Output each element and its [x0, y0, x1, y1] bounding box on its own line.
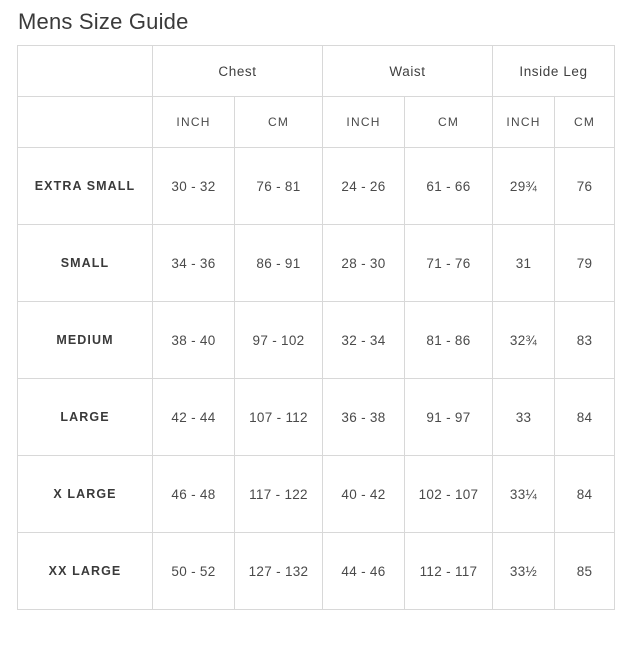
cell-leg-cm: 84 — [555, 456, 615, 533]
row-size-label: EXTRA SMALL — [18, 148, 153, 225]
cell-waist-cm: 112 - 117 — [405, 533, 493, 610]
unit-header-waist-cm: CM — [405, 97, 493, 148]
unit-header-leg-inch: INCH — [493, 97, 555, 148]
table-row — [18, 379, 615, 456]
table-row — [18, 456, 615, 533]
unit-header-row — [18, 97, 615, 148]
page-title: Mens Size Guide — [18, 9, 189, 34]
cell-chest-cm: 97 - 102 — [235, 302, 323, 379]
row-size-label: LARGE — [18, 379, 153, 456]
mens-size-guide-table — [17, 45, 615, 610]
cell-chest-inch: 46 - 48 — [153, 456, 235, 533]
cell-leg-cm: 76 — [555, 148, 615, 225]
cell-chest-inch: 30 - 32 — [153, 148, 235, 225]
unit-header-waist-inch: INCH — [323, 97, 405, 148]
row-size-label: X LARGE — [18, 456, 153, 533]
cell-leg-cm: 84 — [555, 379, 615, 456]
cell-leg-cm: 83 — [555, 302, 615, 379]
cell-leg-inch: 32¾ — [493, 302, 555, 379]
cell-waist-cm: 81 - 86 — [405, 302, 493, 379]
cell-chest-cm: 76 - 81 — [235, 148, 323, 225]
cell-waist-inch: 28 - 30 — [323, 225, 405, 302]
table-corner-cell — [18, 46, 153, 97]
unit-header-chest-cm: CM — [235, 97, 323, 148]
cell-waist-cm: 61 - 66 — [405, 148, 493, 225]
group-header-waist: Waist — [323, 46, 493, 97]
table-row — [18, 302, 615, 379]
cell-chest-cm: 86 - 91 — [235, 225, 323, 302]
cell-waist-inch: 36 - 38 — [323, 379, 405, 456]
cell-leg-cm: 85 — [555, 533, 615, 610]
cell-chest-cm: 127 - 132 — [235, 533, 323, 610]
measurement-group-header-row — [18, 46, 615, 97]
cell-waist-cm: 91 - 97 — [405, 379, 493, 456]
cell-leg-inch: 33¼ — [493, 456, 555, 533]
table-body — [18, 148, 615, 610]
table-head — [18, 46, 615, 148]
cell-leg-inch: 31 — [493, 225, 555, 302]
cell-waist-inch: 32 - 34 — [323, 302, 405, 379]
cell-chest-inch: 34 - 36 — [153, 225, 235, 302]
cell-leg-inch: 29¾ — [493, 148, 555, 225]
cell-chest-cm: 107 - 112 — [235, 379, 323, 456]
cell-chest-inch: 38 - 40 — [153, 302, 235, 379]
table-row — [18, 533, 615, 610]
cell-waist-inch: 44 - 46 — [323, 533, 405, 610]
unit-header-blank — [18, 97, 153, 148]
row-size-label: MEDIUM — [18, 302, 153, 379]
table-row — [18, 225, 615, 302]
row-size-label: XX LARGE — [18, 533, 153, 610]
cell-chest-cm: 117 - 122 — [235, 456, 323, 533]
group-header-inside-leg: Inside Leg — [493, 46, 615, 97]
unit-header-leg-cm: CM — [555, 97, 615, 148]
cell-leg-inch: 33½ — [493, 533, 555, 610]
unit-header-chest-inch: INCH — [153, 97, 235, 148]
group-header-chest: Chest — [153, 46, 323, 97]
cell-chest-inch: 50 - 52 — [153, 533, 235, 610]
row-size-label: SMALL — [18, 225, 153, 302]
cell-waist-cm: 71 - 76 — [405, 225, 493, 302]
cell-chest-inch: 42 - 44 — [153, 379, 235, 456]
cell-leg-inch: 33 — [493, 379, 555, 456]
cell-waist-inch: 40 - 42 — [323, 456, 405, 533]
cell-waist-cm: 102 - 107 — [405, 456, 493, 533]
table-row — [18, 148, 615, 225]
cell-leg-cm: 79 — [555, 225, 615, 302]
cell-waist-inch: 24 - 26 — [323, 148, 405, 225]
